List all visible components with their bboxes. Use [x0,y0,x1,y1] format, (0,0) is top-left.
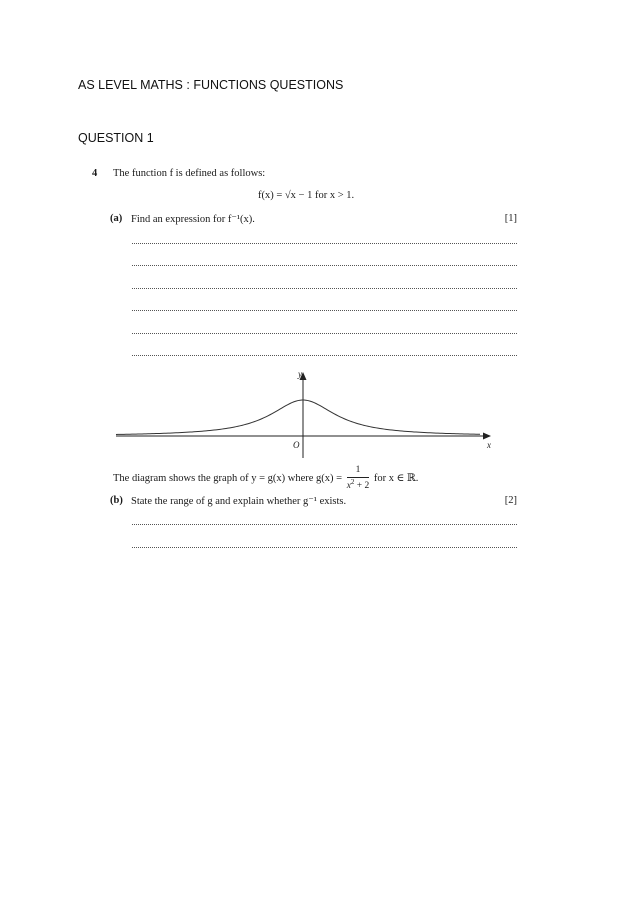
question-heading: QUESTION 1 [78,131,154,145]
x-axis-label: x [487,440,491,450]
answer-line [132,310,517,311]
denominator-rest: + 2 [354,480,370,491]
answer-line [132,288,517,289]
part-b-label: (b) [110,495,123,506]
graph-of-g [110,365,500,460]
part-b-text: State the range of g and explain whether g⁻¹ exists. [131,496,347,507]
answer-line [132,524,517,525]
fraction-denominator [347,478,370,492]
g-fraction [347,466,370,491]
document-title: AS LEVEL MATHS : FUNCTIONS QUESTIONS [78,78,344,92]
denominator-base: x [346,480,351,491]
part-a-label: (a) [110,213,123,224]
answer-line [132,333,517,334]
x-axis-arrow [483,433,491,440]
part-a-marks: [1] [504,213,517,224]
fraction-numerator: 1 [347,466,370,478]
caption-prefix: The diagram shows the graph of y = g(x) where g(x) = [113,472,343,484]
caption-suffix: for x ∈ ℝ. [373,472,419,484]
question-intro: The function f is defined as follows: [113,168,266,179]
answer-line [132,355,517,356]
part-b-marks: [2] [504,495,517,506]
denominator-exponent: 2 [350,477,355,486]
curve-g [116,400,480,434]
diagram-caption [113,466,418,491]
question-number: 4 [92,168,98,179]
answer-line [132,243,517,244]
answer-line [132,265,517,266]
part-a-text: Find an expression for f⁻¹(x). [131,214,255,225]
function-definition: f(x) = √x − 1 for x > 1. [258,190,355,201]
answer-line [132,547,517,548]
y-axis-label: y [298,369,302,379]
origin-label: O [293,440,300,450]
